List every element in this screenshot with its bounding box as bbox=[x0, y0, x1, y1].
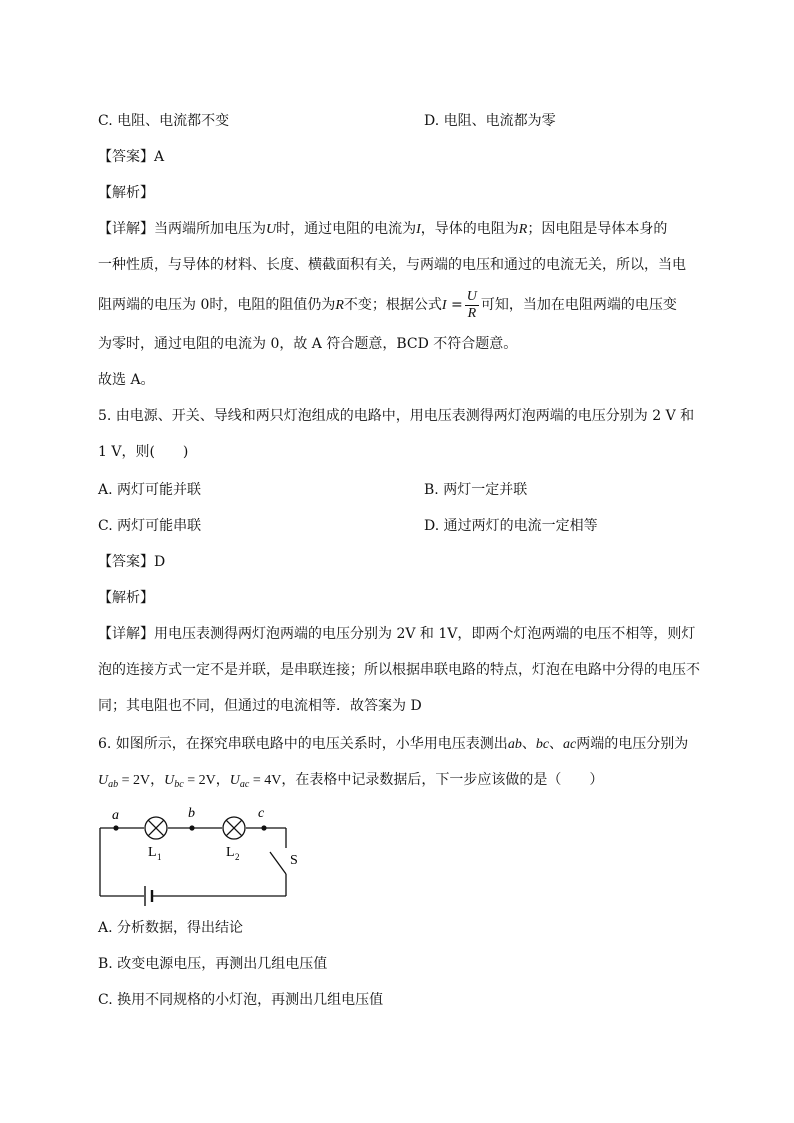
sub-ab: ab bbox=[108, 779, 119, 790]
junction-a bbox=[113, 825, 118, 830]
q4-detail-line-4: 为零时，通过电阻的电流为 0，故 A 符合题意，BCD 不符合题意。 bbox=[98, 336, 518, 352]
q4-detail-line-2: 一种性质，与导体的材料、长度、横截面积有关，与两端的电压和通过的电流无关，所以，当电 bbox=[98, 257, 686, 273]
lamp-l2-icon bbox=[223, 817, 245, 839]
q5-detail-line-2: 泡的连接方式一定不是并联，是串联连接；所以根据串联电路的特点，灯泡在电路中分得的电压不 bbox=[98, 662, 700, 678]
battery-icon bbox=[145, 886, 152, 906]
var-ac: ac bbox=[563, 737, 577, 752]
q6-stem-line-1 bbox=[98, 734, 688, 755]
formula-eq: = bbox=[451, 297, 463, 313]
q4-analysis-label: 【解析】 bbox=[98, 185, 154, 201]
label-l2-sub: 2 bbox=[235, 852, 240, 862]
q6-option-b: B. 改变电源电压，再测出几组电压值 bbox=[98, 956, 328, 972]
q4-answer: 【答案】A bbox=[98, 149, 165, 165]
q5-option-b: B. 两灯一定并联 bbox=[424, 482, 528, 498]
text: 两端的电压分别为 bbox=[576, 736, 689, 752]
q4-detail-line-1 bbox=[98, 219, 667, 240]
junction-c bbox=[261, 825, 266, 830]
var-i: I bbox=[416, 222, 421, 237]
text: 时，通过电阻的电流为 bbox=[276, 221, 417, 237]
text: ， bbox=[150, 773, 165, 788]
value-bc: = 2V bbox=[187, 773, 216, 788]
var-r: R bbox=[335, 298, 344, 313]
formula-i: I bbox=[441, 298, 447, 313]
value-ac: = 4V bbox=[252, 773, 282, 788]
formula-fraction bbox=[465, 289, 479, 322]
q6-option-c: C. 换用不同规格的小灯泡，再测出几组电压值 bbox=[98, 992, 384, 1008]
var-u: U bbox=[98, 773, 109, 788]
q4-option-d: D. 电阻、电流都为零 bbox=[424, 113, 556, 129]
text: ，导体的电阻为 bbox=[420, 221, 519, 237]
q4-option-c: C. 电阻、电流都不变 bbox=[98, 113, 230, 129]
q4-detail-line-5: 故选 A。 bbox=[98, 372, 155, 388]
q5-stem-line-2: 1 V，则( ) bbox=[98, 444, 189, 460]
var-r: R bbox=[518, 222, 528, 237]
q5-option-a: A. 两灯可能并联 bbox=[98, 482, 202, 498]
text: 、 bbox=[521, 736, 536, 752]
q5-detail-line-3: 同；其电阻也不同，但通过的电流相等．故答案为 D bbox=[98, 698, 422, 714]
value-ab: = 2V bbox=[121, 773, 151, 788]
sub-ac: ac bbox=[239, 779, 250, 790]
label-switch: S bbox=[290, 853, 298, 868]
text: 可知，当加在电阻两端的电压变 bbox=[480, 297, 677, 313]
lamp-l1-icon bbox=[145, 817, 167, 839]
text: ， bbox=[215, 773, 230, 788]
q5-detail-line-1: 【详解】用电压表测得两灯泡两端的电压分别为 2V 和 1V，即两个灯泡两端的电压不相等，则灯 bbox=[98, 626, 696, 642]
label-l1: L bbox=[148, 845, 157, 860]
var-ab: ab bbox=[507, 737, 522, 752]
q5-stem-line-1: 5. 由电源、开关、导线和两只灯泡组成的电路中，用电压表测得两灯泡两端的电压分别为 2 V 和 bbox=[98, 408, 695, 424]
label-b: b bbox=[188, 806, 195, 821]
q4-detail-line-3 bbox=[98, 288, 677, 323]
label-a: a bbox=[112, 808, 119, 823]
var-u: U bbox=[164, 773, 175, 788]
text: 阻两端的电压为 0时，电阻的阻值仍为 bbox=[98, 297, 336, 313]
label-c: c bbox=[258, 806, 265, 821]
q5-option-c: C. 两灯可能串联 bbox=[98, 518, 202, 534]
text: 、 bbox=[549, 736, 564, 752]
q6-option-a: A. 分析数据，得出结论 bbox=[98, 920, 244, 936]
text: 6. 如图所示，在探究串联电路中的电压关系时，小华用电压表测出 bbox=[98, 736, 508, 752]
circuit-diagram bbox=[96, 800, 296, 905]
q5-option-d: D. 通过两灯的电流一定相等 bbox=[424, 518, 598, 534]
var-bc: bc bbox=[535, 737, 550, 752]
sub-bc: bc bbox=[174, 779, 184, 790]
var-u: U bbox=[266, 222, 277, 237]
switch-blade bbox=[270, 852, 286, 874]
fraction-numerator: U bbox=[466, 288, 477, 304]
var-u: U bbox=[229, 773, 240, 788]
text: ；因电阻是导体本身的 bbox=[527, 221, 668, 237]
q6-stem-line-2 bbox=[98, 770, 603, 795]
text: ，在表格中记录数据后，下一步应该做的是（ ） bbox=[281, 772, 604, 788]
junction-b bbox=[189, 825, 194, 830]
label-l2: L bbox=[226, 845, 235, 860]
q5-analysis-label: 【解析】 bbox=[98, 590, 154, 606]
text: 不变；根据公式 bbox=[343, 297, 442, 313]
label-l1-sub: 1 bbox=[157, 852, 162, 862]
q5-answer: 【答案】D bbox=[98, 554, 166, 570]
fraction-denominator: R bbox=[467, 305, 477, 321]
text: 【详解】当两端所加电压为 bbox=[98, 221, 266, 237]
